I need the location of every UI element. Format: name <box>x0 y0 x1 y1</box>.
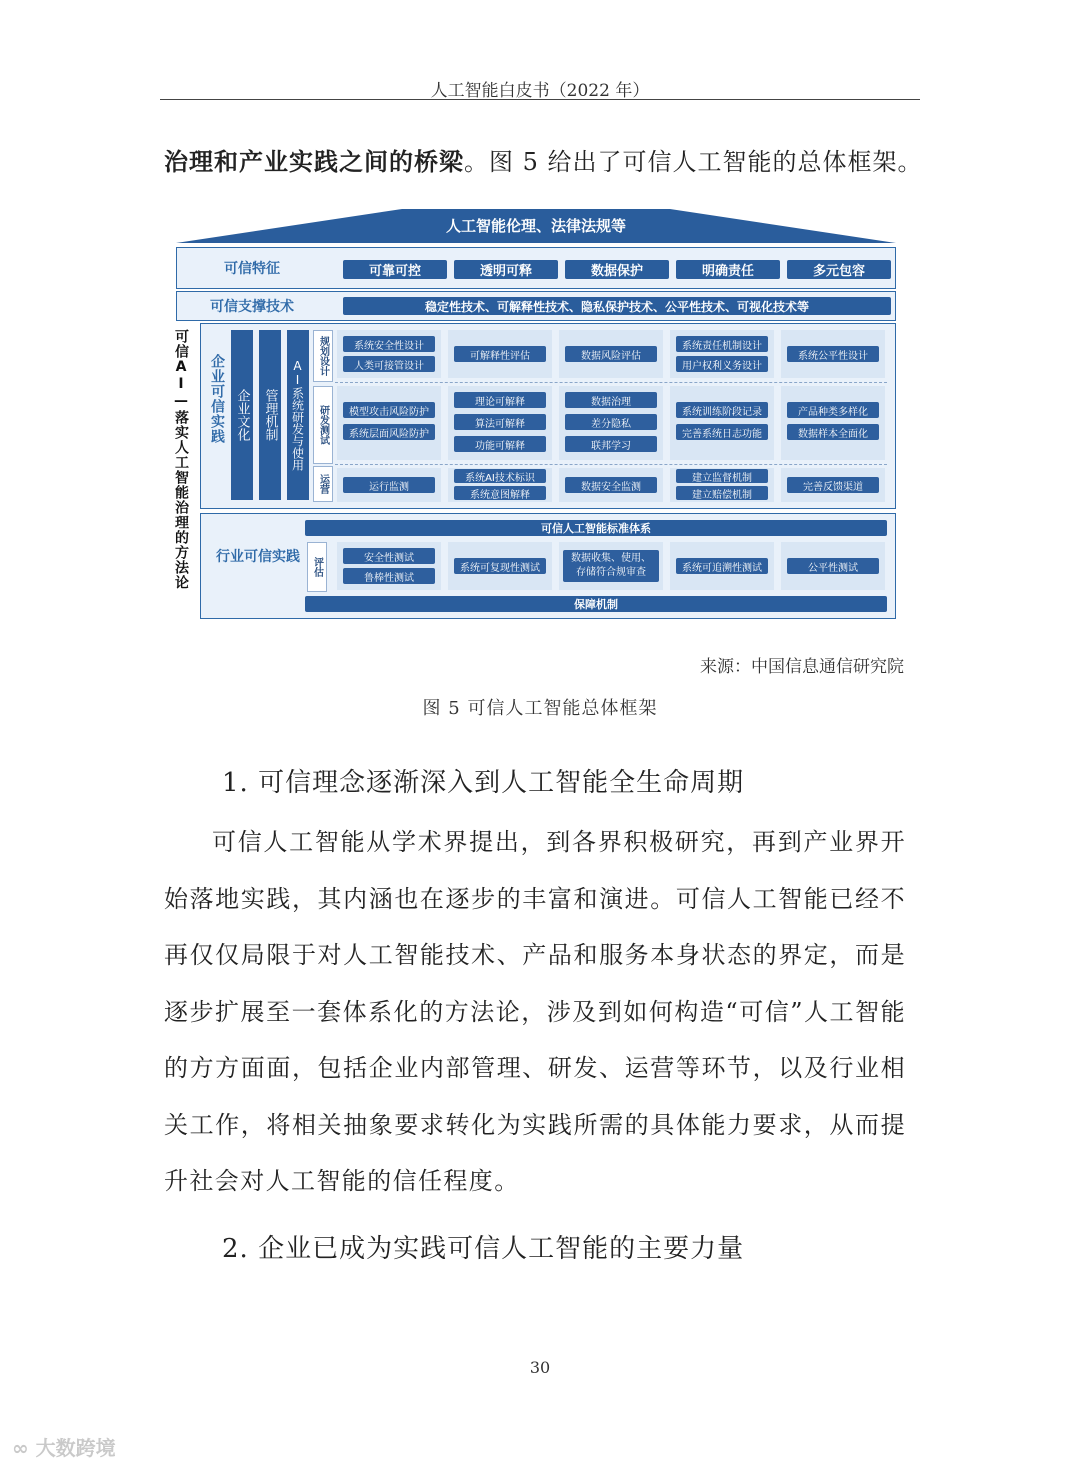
plan-item: 数据风险评估 <box>565 346 657 362</box>
ops-item: 建立赔偿机制 <box>676 486 768 500</box>
dev-item: 系统层面风险防护 <box>343 424 435 440</box>
dev-item: 系统训练阶段记录 <box>676 402 768 418</box>
eval-item: 系统可复现性测试 <box>454 558 546 574</box>
framework-figure <box>172 205 900 623</box>
plan-item: 系统责任机制设计 <box>676 336 768 352</box>
eval-item: 系统可追溯性测试 <box>676 558 768 574</box>
ops-cell <box>781 468 885 502</box>
plan-item: 用户权利义务设计 <box>676 356 768 372</box>
dev-cell <box>781 386 885 460</box>
guarantee-bar: 保障机制 <box>305 596 887 612</box>
eval-cell <box>337 542 441 590</box>
dev-item: 算法可解释 <box>454 414 546 430</box>
roof-label: 人工智能伦理、法律法规等 <box>445 217 626 235</box>
plan-item: 可解释性评估 <box>454 346 546 362</box>
plan-item: 系统公平性设计 <box>787 346 879 362</box>
side-title: 可信AI—落实人工智能治理的方法论 <box>173 329 189 590</box>
intro-bold: 治理和产业实践之间的桥梁 <box>164 148 464 176</box>
paragraph-text: 可信人工智能从学术界提出，到各界积极研究，再到产业界开始落地实践，其内涵也在逐步的丰富和演进。可信人工智能已经不再仅仅局限于对人工智能技术、产品和服务本身状态的界定，而是逐步扩展至一套体系化的方法论，涉及到如何构造“可信”人工智能的方方面面，包括企业内部管理、研发、运营等环节，以及行业相关工作，将相关抽象要求转化为实践所需的具体能力要求，从而提升社会对人工智能的信任程度。 <box>164 828 906 1195</box>
divider <box>335 464 887 465</box>
dev-item: 功能可解释 <box>454 436 546 452</box>
running-header: 人工智能白皮书（2022 年） <box>430 81 650 101</box>
enterprise-band <box>200 323 896 509</box>
support-band <box>176 291 896 321</box>
ops-item: 建立监督机制 <box>676 469 768 483</box>
eval-item: 鲁棒性测试 <box>343 568 435 584</box>
ops-cell <box>448 468 552 502</box>
ops-item: 系统AI技术标识 <box>454 469 546 483</box>
dev-item: 差分隐私 <box>565 414 657 430</box>
feature-pill: 可靠可控 <box>343 260 447 279</box>
features-band <box>176 247 896 289</box>
feature-pill: 透明可释 <box>454 260 558 279</box>
eval-label: 评估 <box>307 542 327 592</box>
stage-plan: 规划设计 <box>313 330 333 382</box>
dev-item: 模型攻击风险防护 <box>343 402 435 418</box>
plan-item: 人类可接管设计 <box>343 356 435 372</box>
ops-cell <box>337 468 441 502</box>
features-label: 可信特征 <box>224 261 280 277</box>
dev-cell <box>559 386 663 460</box>
eval-item: 数据收集、使用、存储符合规审查 <box>563 550 659 582</box>
enterprise-label: 企业可信实践 <box>209 354 225 444</box>
section-heading-1: 1. 可信理念逐渐深入到人工智能全生命周期 <box>222 768 745 798</box>
stage-dev: 研发测试 <box>313 386 333 464</box>
ops-item: 数据安全监测 <box>565 477 657 493</box>
ops-item: 系统意图解释 <box>454 486 546 500</box>
plan-cell <box>559 330 663 378</box>
eval-item: 公平性测试 <box>787 558 879 574</box>
ops-item: 运行监测 <box>343 477 435 493</box>
rnd-bar: AI系统研发与使用 <box>287 330 309 500</box>
support-bar: 稳定性技术、可解释性技术、隐私保护技术、公平性技术、可视化技术等 <box>343 297 891 315</box>
industry-label: 行业可信实践 <box>216 549 300 565</box>
industry-band <box>200 513 896 619</box>
eval-cell <box>670 542 774 590</box>
ops-cell <box>559 468 663 502</box>
dev-item: 联邦学习 <box>565 436 657 452</box>
body-paragraph <box>164 814 906 1210</box>
eval-cell <box>559 542 663 590</box>
page-number: 30 <box>529 1358 551 1377</box>
culture-bar: 企业文化 <box>231 330 253 500</box>
dev-item: 产品种类多样化 <box>787 402 879 418</box>
dev-cell <box>670 386 774 460</box>
header-rule <box>160 99 920 100</box>
figure-caption: 图 5 可信人工智能总体框架 <box>422 698 658 719</box>
support-label: 可信支撑技术 <box>210 299 294 315</box>
intro-paragraph <box>164 142 924 177</box>
eval-cell <box>448 542 552 590</box>
watermark-icon: ∞ <box>12 1436 36 1460</box>
stage-ops: 运营 <box>313 466 333 502</box>
watermark <box>12 1432 116 1461</box>
feature-pill: 数据保护 <box>565 260 669 279</box>
watermark-text: 大数跨境 <box>35 1436 116 1460</box>
plan-cell <box>337 330 441 378</box>
standards-bar: 可信人工智能标准体系 <box>305 520 887 536</box>
dev-cell <box>448 386 552 460</box>
eval-item: 安全性测试 <box>343 548 435 564</box>
ops-cell <box>670 468 774 502</box>
feature-pill: 多元包容 <box>787 260 891 279</box>
dev-item: 数据样本全面化 <box>787 424 879 440</box>
ops-item: 完善反馈渠道 <box>787 477 879 493</box>
plan-item: 系统安全性设计 <box>343 336 435 352</box>
dev-item: 理论可解释 <box>454 392 546 408</box>
intro-rest: 。图 5 给出了可信人工智能的总体框架。 <box>464 148 923 176</box>
plan-cell <box>448 330 552 378</box>
dev-cell <box>337 386 441 460</box>
feature-pill: 明确责任 <box>676 260 780 279</box>
eval-cell <box>781 542 885 590</box>
dev-item: 数据治理 <box>565 392 657 408</box>
figure-source: 来源：中国信息通信研究院 <box>700 657 904 677</box>
mgmt-bar: 管理机制 <box>259 330 281 500</box>
divider <box>335 382 887 383</box>
plan-cell <box>670 330 774 378</box>
plan-cell <box>781 330 885 378</box>
section-heading-2: 2. 企业已成为实践可信人工智能的主要力量 <box>222 1234 745 1264</box>
dev-item: 完善系统日志功能 <box>676 424 768 440</box>
